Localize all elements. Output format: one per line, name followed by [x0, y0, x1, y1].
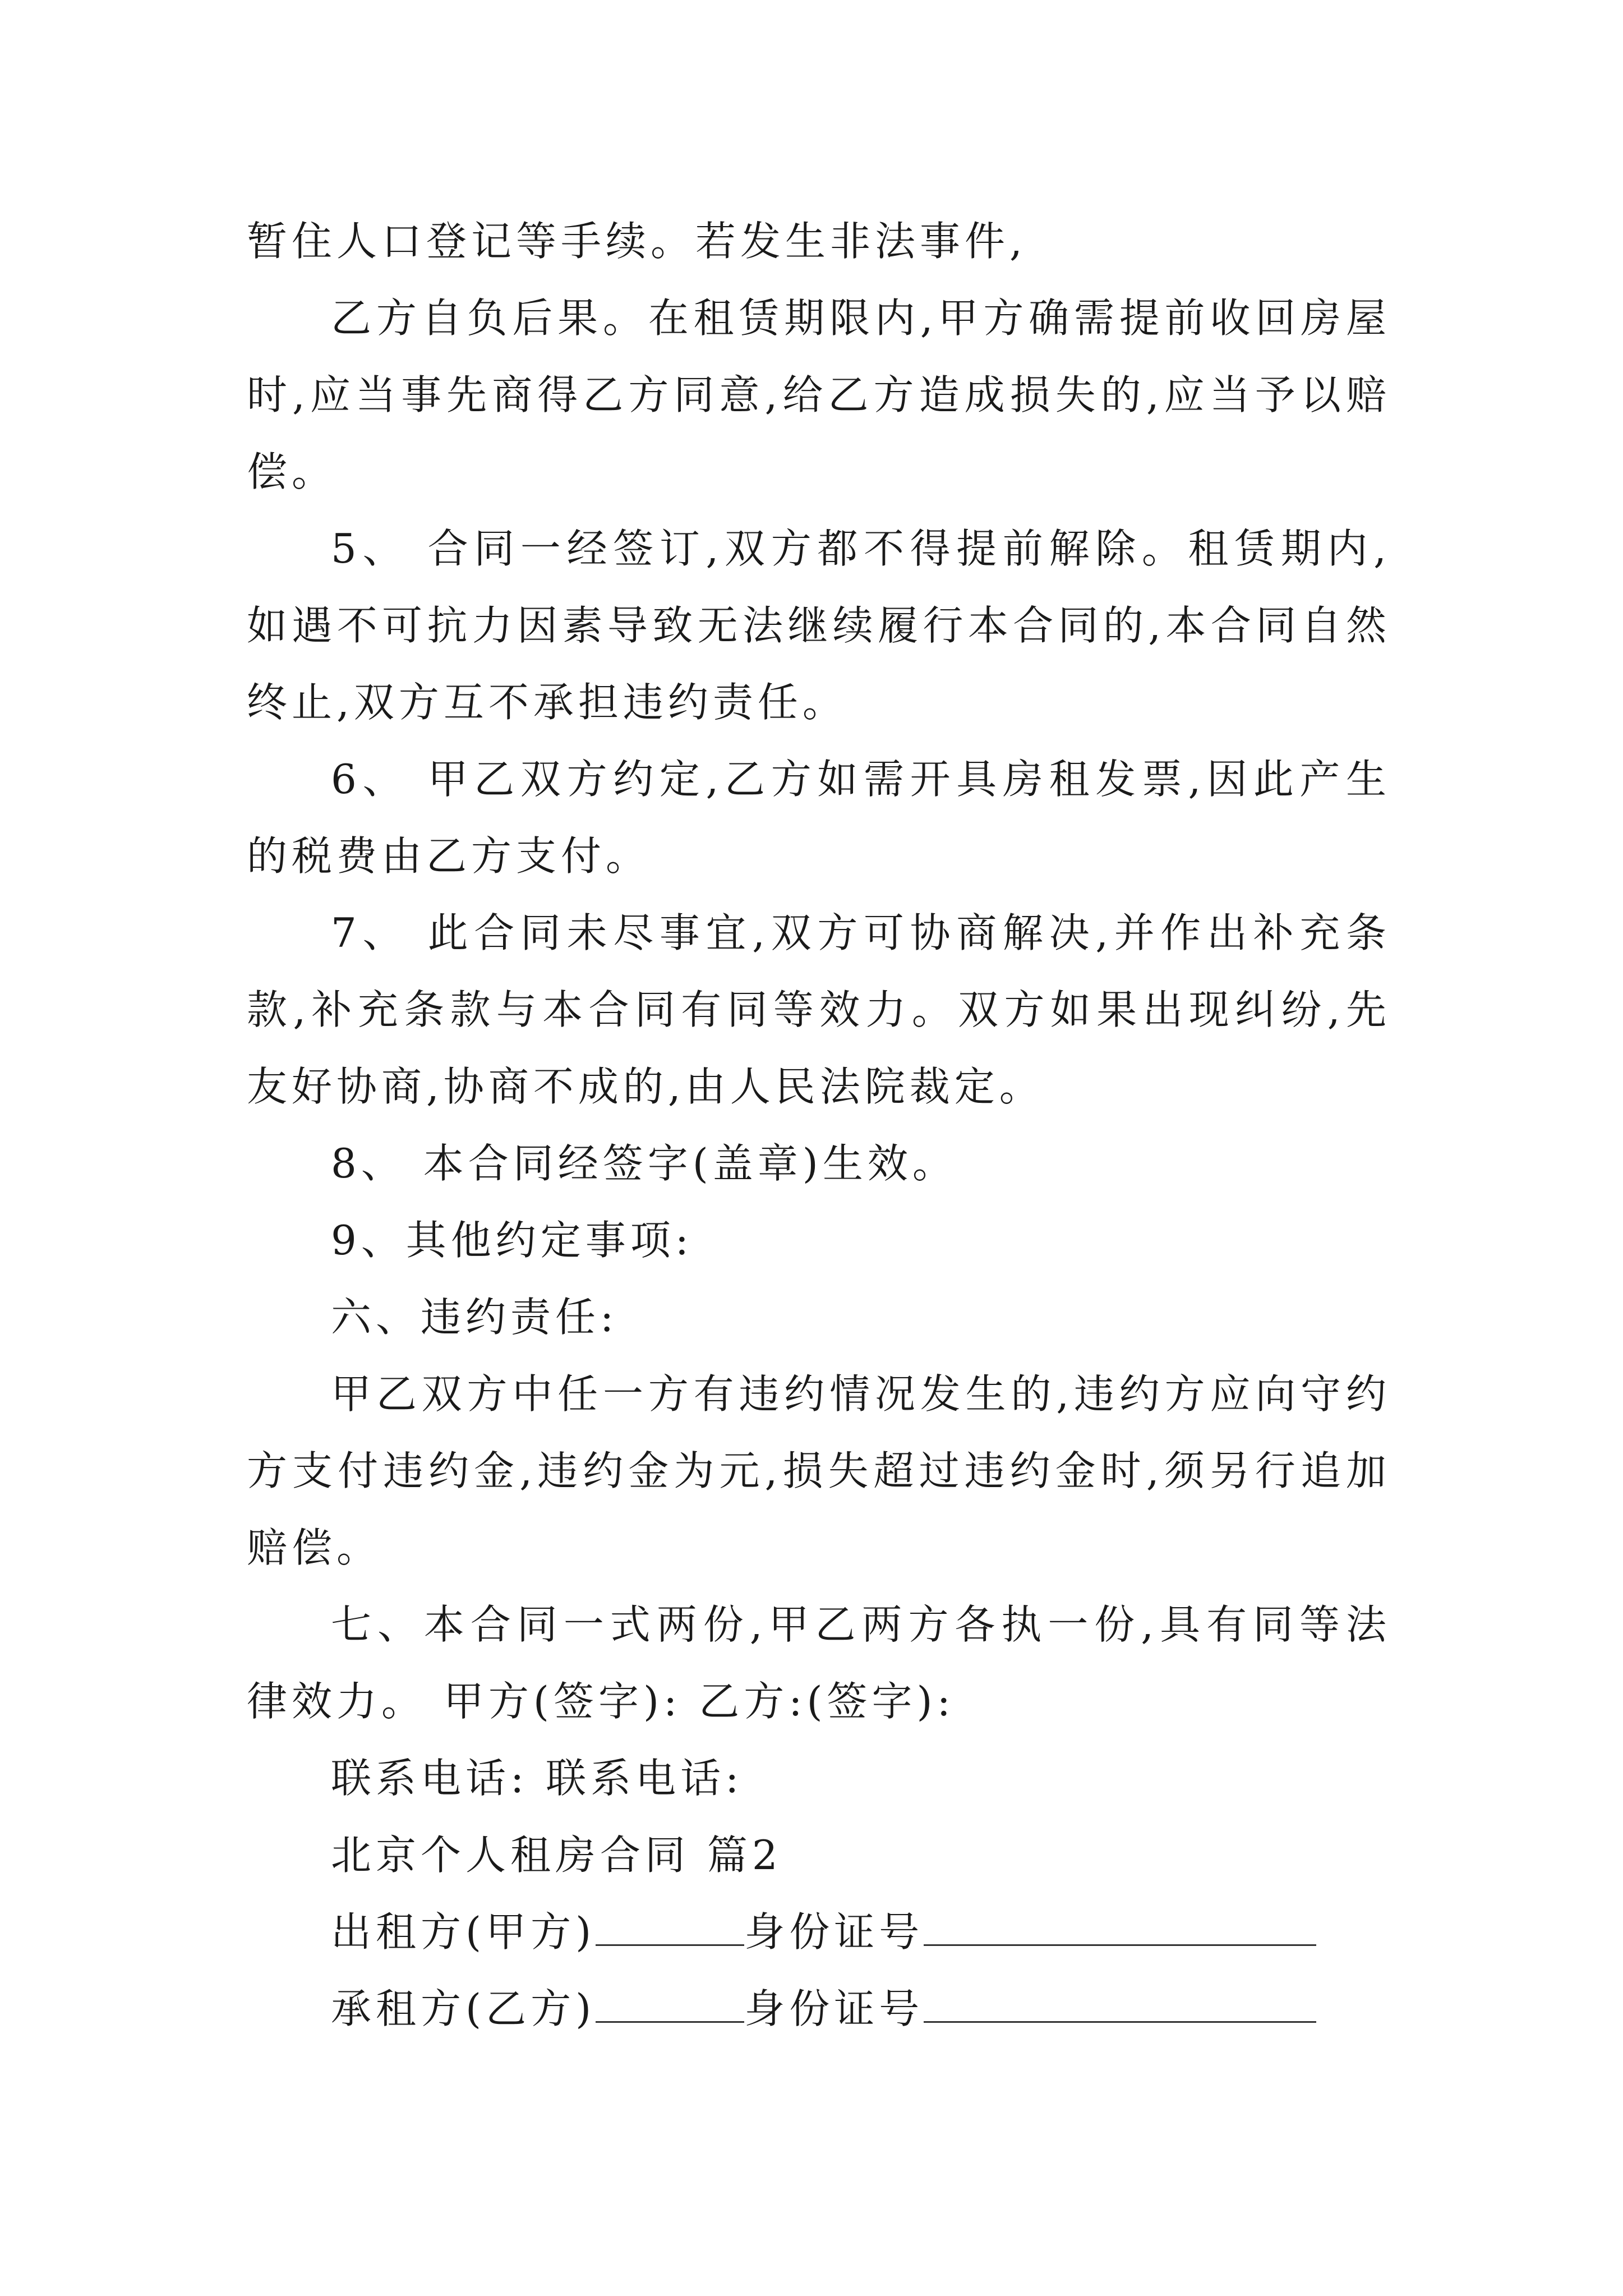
lessor-id-label: 身份证号 [744, 1908, 924, 1955]
contact-phone-line: 联系电话: 联系电话: [331, 1755, 744, 1802]
section-heading-breach: 六、违约责任: [331, 1294, 619, 1341]
lessee-line [247, 1971, 1391, 2047]
lessor-name-blank [596, 1898, 744, 1946]
lessor-label: 出租方(甲方) [331, 1908, 596, 1955]
section-copies-signatures: 七、本合同一式两份,甲乙两方各执一份,具有同等法律效力。 甲方(签字): 乙方:(签字): [247, 1601, 1391, 1725]
clause-5: 5、 合同一经签订,双方都不得提前解除。租赁期内,如遇不可抗力因素导致无法继续履行本合同的,本合同自然终止,双方互不承担违约责任。 [247, 525, 1391, 726]
lessee-id-blank [924, 1975, 1316, 2023]
paragraph-registration: 暂住人口登记等手续。若发生非法事件, [247, 218, 1027, 265]
clause-7: 7、 此合同未尽事宜,双方可协商解决,并作出补充条款,补充条款与本合同有同等效力。双方如果出现纠纷,先友好协商,协商不成的,由人民法院裁定。 [247, 909, 1391, 1110]
clause-9: 9、其他约定事项: [331, 1217, 694, 1264]
document-body [247, 203, 1391, 2047]
clause-8: 8、 本合同经签字(盖章)生效。 [331, 1140, 957, 1187]
lessee-name-blank [596, 1975, 744, 2023]
paragraph-breach-liability: 甲乙双方中任一方有违约情况发生的,违约方应向守约方支付违约金,违约金为元,损失超过违约金时,须另行追加赔偿。 [247, 1370, 1391, 1571]
lessee-label: 承租方(乙方) [331, 1985, 596, 2032]
lessor-id-blank [924, 1898, 1316, 1946]
clause-6: 6、 甲乙双方约定,乙方如需开具房租发票,因此产生的税费由乙方支付。 [247, 756, 1391, 880]
paragraph-lessee-consequences: 乙方自负后果。在租赁期限内,甲方确需提前收回房屋时,应当事先商得乙方同意,给乙方造成损失的,应当予以赔偿。 [247, 295, 1391, 495]
contract-title-part-2: 北京个人租房合同 篇2 [331, 1832, 782, 1879]
lessor-line [247, 1894, 1391, 1971]
lessee-id-label: 身份证号 [744, 1985, 924, 2032]
